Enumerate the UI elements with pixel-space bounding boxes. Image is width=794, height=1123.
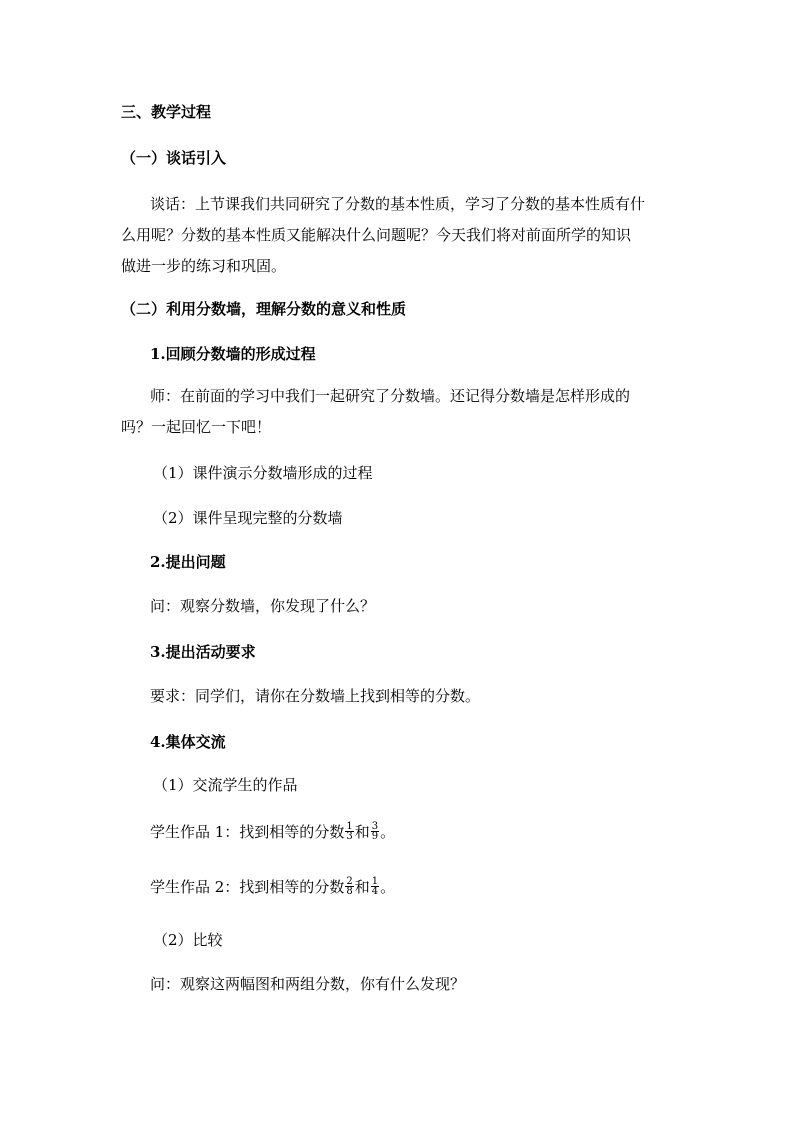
fraction-denominator: 8 <box>346 885 353 897</box>
step-3-requirement: 要求：同学们，请你在分数墙上找到相等的分数。 <box>150 687 481 705</box>
step-1-paragraph-line-2: 吗？一起回忆一下吧！ <box>121 418 272 436</box>
student-work-1-prefix: 学生作品 1：找到相等的分数 <box>150 823 345 841</box>
step-1-item-1: （1）课件演示分数墙形成的过程 <box>153 464 373 482</box>
student-work-2-prefix: 学生作品 2：找到相等的分数 <box>150 878 345 896</box>
step-2-title: 2.提出问题 <box>150 553 226 571</box>
step-4-title: 4.集体交流 <box>150 733 226 751</box>
student-work-1-suffix: 。 <box>380 823 396 841</box>
step-3-title: 3.提出活动要求 <box>150 643 256 661</box>
fraction-numerator: 1 <box>346 820 353 832</box>
fraction-numerator: 1 <box>371 875 379 887</box>
fraction-denominator: 3 <box>346 830 353 842</box>
step-4-question: 问：观察这两幅图和两组分数，你有什么发现？ <box>150 975 466 993</box>
subsection-2-title: （二）利用分数墙，理解分数的意义和性质 <box>121 300 407 318</box>
student-work-2-and: 和 <box>354 878 370 896</box>
intro-paragraph-line-1: 谈话：上节课我们共同研究了分数的基本性质，学习了分数的基本性质有什 <box>150 195 646 213</box>
fraction-3-9 <box>371 822 379 841</box>
step-1-title: 1.回顾分数墙的形成过程 <box>150 345 316 363</box>
fraction-1-4 <box>371 877 379 896</box>
step-2-question: 问：观察分数墙，你发现了什么？ <box>150 597 376 615</box>
fraction-2-8 <box>345 877 353 896</box>
step-4-item-1: （1）交流学生的作品 <box>153 776 298 794</box>
fraction-numerator: 3 <box>371 820 379 832</box>
student-work-2-suffix: 。 <box>380 878 396 896</box>
intro-paragraph-line-2: 么用呢？分数的基本性质又能解决什么问题呢？今天我们将对前面所学的知识 <box>121 226 632 244</box>
student-work-1-and: 和 <box>354 823 370 841</box>
fraction-1-3 <box>345 822 353 841</box>
student-work-1 <box>150 822 395 843</box>
fraction-denominator: 4 <box>371 885 379 897</box>
step-4-item-2: （2）比较 <box>153 931 223 949</box>
section-title: 三、教学过程 <box>121 103 212 121</box>
step-1-item-2: （2）课件呈现完整的分数墙 <box>153 509 343 527</box>
subsection-1-title: （一）谈话引入 <box>121 149 227 167</box>
fraction-numerator: 2 <box>346 875 353 887</box>
student-work-2 <box>150 877 395 898</box>
fraction-denominator: 9 <box>371 830 379 842</box>
step-1-paragraph-line-1: 师：在前面的学习中我们一起研究了分数墙。还记得分数墙是怎样形成的 <box>150 387 631 405</box>
intro-paragraph-line-3: 做进一步的练习和巩固。 <box>121 257 287 275</box>
